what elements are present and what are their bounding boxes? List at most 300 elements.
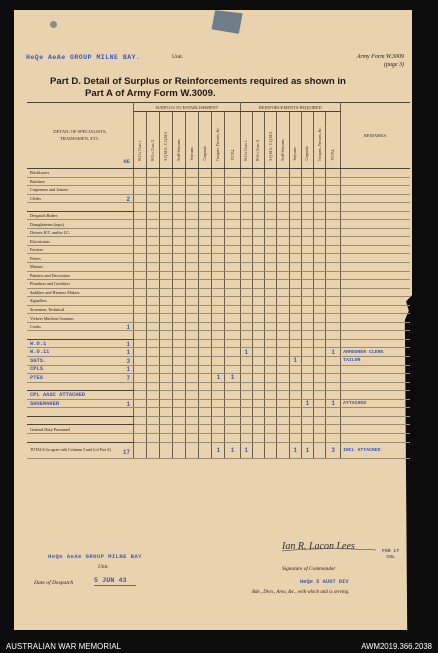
table-row: [27, 305, 410, 314]
ri-cell: [301, 374, 313, 383]
typed-entry: CPL AASC ATTACHED: [30, 391, 85, 398]
su-cell: [186, 254, 199, 263]
ri-cell: [240, 169, 252, 178]
table-row: [27, 331, 410, 340]
ri-cell: [301, 391, 313, 400]
su-cell: [160, 194, 173, 203]
ri-cell: [289, 220, 301, 229]
su-cell: [225, 365, 240, 374]
su-cell: [199, 280, 212, 289]
detail-cell: [27, 365, 134, 374]
remarks-cell: [341, 177, 410, 186]
row-label: Carpenters and Joiners: [30, 187, 69, 193]
su-cell: [147, 211, 160, 220]
su-cell: [160, 280, 173, 289]
row-label: [27, 435, 133, 440]
ri-cell: [277, 331, 289, 340]
ri-cell: [252, 425, 264, 434]
su-cell: [212, 280, 225, 289]
su-cell: [160, 263, 173, 272]
ri-col-header: Serjeants: [289, 112, 301, 169]
ri-cell: [314, 331, 326, 340]
su-cell: [199, 211, 212, 220]
row-label: [27, 418, 133, 423]
su-cell: [199, 399, 212, 408]
su-cell: [186, 220, 199, 229]
ri-cell: [252, 280, 264, 289]
su-cell: [173, 374, 186, 383]
row-count: 7: [126, 374, 131, 382]
ri-cell: [314, 254, 326, 263]
ri-cell: [326, 365, 341, 374]
su-cell: [199, 416, 212, 425]
remarks-cell: [341, 194, 410, 203]
detail-cell: [27, 348, 134, 357]
cell-value: 1: [216, 374, 221, 382]
ri-cell: [326, 442, 341, 458]
row-label: Clerks 2: [30, 195, 131, 203]
ri-cell: [314, 399, 326, 408]
ri-cell: [326, 339, 341, 348]
remarks-cell: [341, 382, 410, 391]
su-cell: [186, 245, 199, 254]
detail-cell: [27, 237, 134, 246]
ri-cell: [289, 254, 301, 263]
ri-cell: [252, 416, 264, 425]
row-label: Electricians: [30, 238, 50, 244]
ri-cell: [314, 186, 326, 195]
ri-cell: [240, 357, 252, 366]
ri-cell: [314, 433, 326, 442]
ri-cell: [314, 339, 326, 348]
su-cell: [173, 288, 186, 297]
su-cell: [134, 408, 147, 417]
ri-cell: [240, 288, 252, 297]
ri-cell: [240, 237, 252, 246]
su-cell: [212, 288, 225, 297]
su-cell: [212, 322, 225, 331]
table-row: [27, 263, 410, 272]
ri-cell: [277, 314, 289, 323]
ri-cell: [240, 365, 252, 374]
su-cell: [186, 399, 199, 408]
ri-cell: [289, 322, 301, 331]
su-cell: [225, 314, 240, 323]
row-label: Butchers: [30, 178, 45, 184]
su-cell: [134, 203, 147, 212]
detail-cell: [27, 314, 134, 323]
ri-cell: [252, 391, 264, 400]
table-row: [27, 433, 410, 442]
ri-cell: [277, 237, 289, 246]
ri-cell: [265, 280, 277, 289]
su-cell: [212, 339, 225, 348]
ri-cell: [289, 416, 301, 425]
ri-cell: [301, 194, 313, 203]
ri-cell: [265, 391, 277, 400]
ri-col-header: S.Q.M.S., C.Q.M.S.: [265, 112, 277, 169]
su-cell: [186, 280, 199, 289]
signature-rank: FOR LT COL: [382, 549, 400, 561]
table-row: [27, 237, 410, 246]
su-cell: [186, 322, 199, 331]
table-row: [27, 186, 410, 195]
su-cell: [147, 194, 160, 203]
su-cell: [225, 374, 240, 383]
su-cell: [212, 382, 225, 391]
ri-cell: [314, 297, 326, 306]
su-cell: [173, 348, 186, 357]
ri-cell: [314, 416, 326, 425]
table-row: [27, 314, 410, 323]
su-cell: [160, 348, 173, 357]
su-cell: [212, 365, 225, 374]
su-cell: [134, 288, 147, 297]
ri-cell: [265, 254, 277, 263]
su-cell: [134, 433, 147, 442]
remarks-cell: [341, 237, 410, 246]
su-cell: [160, 211, 173, 220]
cell-value: 3: [331, 446, 336, 454]
su-cell: [147, 391, 160, 400]
detail-cell: [27, 339, 134, 348]
su-cell: [225, 399, 240, 408]
su-cell: [173, 245, 186, 254]
ri-cell: [326, 271, 341, 280]
detail-cell: [27, 433, 134, 442]
remarks-cell: [341, 211, 410, 220]
su-cell: [212, 186, 225, 195]
ri-cell: [265, 357, 277, 366]
su-cell: [199, 288, 212, 297]
su-cell: [160, 391, 173, 400]
row-label: Despatch Riders: [30, 213, 58, 218]
ri-cell: [252, 237, 264, 246]
su-cell: [199, 186, 212, 195]
table-row: [27, 203, 410, 212]
su-cell: [173, 433, 186, 442]
su-cell: [147, 374, 160, 383]
ri-cell: [314, 357, 326, 366]
su-cell: [134, 186, 147, 195]
ri-cell: [240, 408, 252, 417]
table-row: [27, 348, 410, 357]
ri-cell: [277, 288, 289, 297]
ri-cell: [240, 211, 252, 220]
detail-cell: [27, 399, 134, 408]
su-cell: [225, 408, 240, 417]
ri-col-header: Troopers, Privates, &c.: [314, 112, 326, 169]
table-row: [27, 211, 410, 220]
ri-cell: [301, 322, 313, 331]
table-row: [27, 220, 410, 229]
su-cell: [186, 357, 199, 366]
su-cell: [134, 169, 147, 178]
remarks-cell: [341, 322, 410, 331]
su-cell: [147, 186, 160, 195]
row-count: 1: [126, 324, 131, 332]
cell-value: 1: [230, 374, 235, 382]
su-cell: [225, 348, 240, 357]
commander-signature: [280, 535, 380, 555]
ri-cell: [289, 391, 301, 400]
cell-value: 1: [305, 446, 310, 454]
su-cell: [147, 433, 160, 442]
ri-cell: [301, 297, 313, 306]
ri-cell: [314, 382, 326, 391]
su-cell: [225, 245, 240, 254]
su-cell: [225, 271, 240, 280]
su-cell: [225, 416, 240, 425]
cell-value: 1: [331, 348, 336, 356]
ri-cell: [301, 263, 313, 272]
su-cell: [186, 331, 199, 340]
table-row: [27, 339, 410, 348]
ri-cell: [326, 416, 341, 425]
su-cell: [225, 305, 240, 314]
ri-cell: [252, 194, 264, 203]
form-title: [50, 76, 398, 99]
remarks-header: REMARKS.: [341, 103, 410, 169]
su-cell: [134, 339, 147, 348]
ri-cell: [240, 297, 252, 306]
ri-cell: [326, 297, 341, 306]
su-cell: [199, 408, 212, 417]
su-cell: [134, 416, 147, 425]
su-cell: [186, 228, 199, 237]
ri-cell: [265, 271, 277, 280]
remarks-cell: [341, 169, 410, 178]
detail-header: [27, 103, 134, 169]
su-cell: [212, 263, 225, 272]
row-label: General Duty Personnel: [30, 426, 71, 432]
ri-cell: [265, 177, 277, 186]
ri-cell: [314, 305, 326, 314]
su-cell: [225, 280, 240, 289]
ri-cell: [289, 357, 301, 366]
ri-cell: [289, 288, 301, 297]
su-cell: [147, 203, 160, 212]
ri-cell: [240, 186, 252, 195]
ri-cell: [265, 228, 277, 237]
typed-entry: SGTS.: [30, 357, 47, 364]
detail-cell: [27, 391, 134, 400]
ri-cell: [277, 177, 289, 186]
su-cell: [212, 348, 225, 357]
ri-cell: [265, 288, 277, 297]
ri-cell: [265, 169, 277, 178]
detail-cell: [27, 297, 134, 306]
ri-cell: [277, 391, 289, 400]
su-cell: [160, 408, 173, 417]
remarks-cell: [341, 391, 410, 400]
ri-cell: [265, 339, 277, 348]
su-cell: [147, 254, 160, 263]
ri-cell: [265, 194, 277, 203]
detail-cell: [27, 416, 134, 425]
table-row: [27, 322, 410, 331]
remarks-cell: [341, 297, 410, 306]
row-count: 1: [126, 366, 131, 374]
ri-cell: [326, 331, 341, 340]
su-cell: [134, 228, 147, 237]
su-cell: [186, 339, 199, 348]
su-cell: [134, 280, 147, 289]
ri-cell: [252, 442, 264, 458]
table-row: [27, 245, 410, 254]
signature-text: Ian R. Lacon Lees: [282, 541, 355, 552]
ri-cell: [326, 237, 341, 246]
row-label: [27, 410, 133, 415]
su-cell: [186, 391, 199, 400]
su-cell: [173, 297, 186, 306]
ri-cell: [265, 263, 277, 272]
su-cell: [173, 177, 186, 186]
ri-cell: [314, 280, 326, 289]
ri-cell: [240, 425, 252, 434]
su-cell: [199, 237, 212, 246]
ri-cell: [265, 399, 277, 408]
su-cell: [212, 237, 225, 246]
ri-cell: [289, 280, 301, 289]
ri-cell: [277, 348, 289, 357]
su-cell: [173, 425, 186, 434]
ri-cell: [301, 339, 313, 348]
ri-cell: [265, 203, 277, 212]
su-cell: [173, 339, 186, 348]
ri-cell: [326, 280, 341, 289]
ri-cell: [289, 399, 301, 408]
su-cell: [147, 416, 160, 425]
ri-cell: [289, 203, 301, 212]
su-cell: [212, 442, 225, 458]
su-cell: [186, 348, 199, 357]
su-cell: [160, 288, 173, 297]
ri-cell: [277, 408, 289, 417]
ri-cell: [289, 228, 301, 237]
su-cell: [212, 254, 225, 263]
su-cell: [199, 348, 212, 357]
row-label: [27, 366, 133, 372]
row-count: 17: [122, 449, 131, 457]
table-row: [27, 365, 410, 374]
remarks-cell: [341, 442, 410, 458]
remarks-cell: [341, 331, 410, 340]
ri-cell: [240, 245, 252, 254]
ri-cell: [277, 254, 289, 263]
ri-cell: [240, 194, 252, 203]
ri-cell: [252, 322, 264, 331]
ri-cell: [301, 288, 313, 297]
su-cell: [186, 237, 199, 246]
remarks-cell: [341, 186, 410, 195]
ri-cell: [301, 220, 313, 229]
remarks-cell: [341, 365, 410, 374]
su-cell: [173, 271, 186, 280]
ri-cell: [301, 425, 313, 434]
ri-cell: [326, 203, 341, 212]
row-label: [27, 358, 133, 364]
ri-cell: [289, 169, 301, 178]
su-cell: [134, 365, 147, 374]
su-cell: [186, 442, 199, 458]
ri-cell: [277, 297, 289, 306]
detail-cell: [27, 305, 134, 314]
detail-cell: [27, 263, 134, 272]
table-row: [27, 357, 410, 366]
su-cell: [225, 433, 240, 442]
su-cell: [147, 237, 160, 246]
su-cell: [173, 365, 186, 374]
ri-cell: [265, 374, 277, 383]
su-cell: [160, 322, 173, 331]
su-cell: [186, 177, 199, 186]
su-cell: [225, 442, 240, 458]
su-cell: [134, 331, 147, 340]
su-cell: [147, 271, 160, 280]
ri-cell: [314, 194, 326, 203]
ri-cell: [314, 288, 326, 297]
remarks-cell: [341, 408, 410, 417]
su-cell: [173, 357, 186, 366]
su-cell: [186, 271, 199, 280]
ri-col-header: W.O.s Class I.: [240, 112, 252, 169]
remarks-cell: [341, 433, 410, 442]
ri-cell: [289, 408, 301, 417]
ri-cell: [314, 237, 326, 246]
ri-cell: [240, 314, 252, 323]
surplus-header: SURPLUS TO ESTABLISHMENT: [134, 103, 241, 112]
row-label: Painters and Decorators: [30, 272, 71, 278]
row-label: [27, 392, 133, 398]
typed-entry: PTES: [30, 374, 43, 381]
ri-cell: [326, 314, 341, 323]
ri-cell: [277, 425, 289, 434]
ri-cell: [277, 399, 289, 408]
su-cell: [225, 254, 240, 263]
ri-cell: [277, 186, 289, 195]
detail-cell: [27, 228, 134, 237]
ri-cell: [301, 211, 313, 220]
su-cell: [134, 245, 147, 254]
ri-cell: [240, 331, 252, 340]
su-cell: [173, 416, 186, 425]
su-cell: [147, 442, 160, 458]
ri-cell: [314, 220, 326, 229]
su-cell: [212, 425, 225, 434]
su-cell: [186, 263, 199, 272]
formation-label: Bde., Divn., Area, &c., with which unit is serving.: [252, 590, 350, 595]
ri-cell: [240, 203, 252, 212]
row-label: [27, 401, 133, 407]
typed-entry: W.O.11: [30, 349, 50, 356]
su-cell: [225, 211, 240, 220]
ri-cell: [265, 416, 277, 425]
su-cell: [225, 263, 240, 272]
su-cell: [199, 169, 212, 178]
ri-cell: [314, 391, 326, 400]
ri-cell: [314, 322, 326, 331]
su-cell: [186, 433, 199, 442]
footer-unit-label: Unit.: [98, 564, 109, 570]
row-label: [27, 341, 133, 347]
ri-cell: [326, 433, 341, 442]
su-cell: [199, 339, 212, 348]
su-cell: [212, 245, 225, 254]
ri-cell: [289, 297, 301, 306]
su-cell: [212, 433, 225, 442]
ri-cell: [240, 433, 252, 442]
